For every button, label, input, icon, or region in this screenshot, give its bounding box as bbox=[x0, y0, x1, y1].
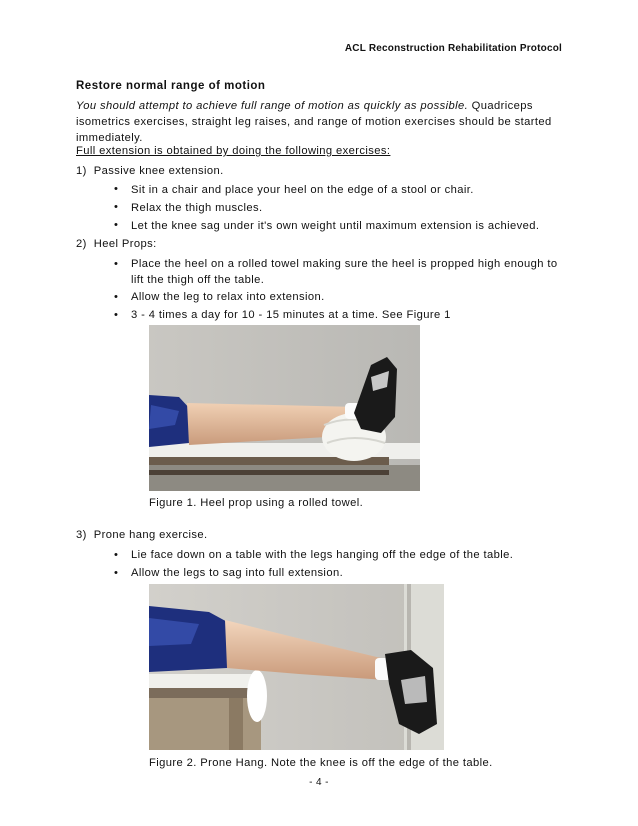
exercise-title: Heel Props: bbox=[93, 238, 157, 250]
intro-rest: Quadriceps isometrics exercises, straight leg raises, and range of motion exercises should be started immediately. bbox=[76, 100, 552, 145]
exercise-1-heading bbox=[76, 165, 224, 177]
intro-italic: You should attempt to achieve full range of motion as quickly as possible. bbox=[76, 100, 469, 112]
exercise-2-bullet-2: Allow the leg to relax into extension. bbox=[131, 291, 325, 303]
exercise-title: Prone hang exercise. bbox=[93, 529, 208, 541]
figure-2-caption: Figure 2. Prone Hang. Note the knee is off the edge of the table. bbox=[149, 757, 493, 769]
exercise-1-bullet-1: Sit in a chair and place your heel on the edge of a stool or chair. bbox=[131, 184, 474, 196]
bullet-mark: • bbox=[114, 549, 119, 561]
bullet-mark: • bbox=[114, 201, 119, 213]
bullet-mark: • bbox=[114, 258, 119, 270]
exercise-number: 2) bbox=[76, 238, 87, 250]
exercise-2-heading bbox=[76, 238, 157, 250]
bullet-mark: • bbox=[114, 309, 119, 321]
bullet-mark: • bbox=[114, 183, 119, 195]
exercise-3-bullet-1: Lie face down on a table with the legs hanging off the edge of the table. bbox=[131, 549, 514, 561]
intro-paragraph bbox=[76, 98, 566, 147]
exercise-3-heading bbox=[76, 529, 208, 541]
exercise-2-bullet-3: 3 - 4 times a day for 10 - 15 minutes at a time. See Figure 1 bbox=[131, 309, 451, 321]
bullet-mark: • bbox=[114, 567, 119, 579]
exercise-3-bullet-2: Allow the legs to sag into full extension. bbox=[131, 567, 344, 579]
exercise-2-bullet-1: Place the heel on a rolled towel making sure the heel is propped high enough to lift the thigh off the table. bbox=[131, 258, 558, 287]
exercise-1-bullet-3: Let the knee sag under it's own weight until maximum extension is achieved. bbox=[131, 220, 540, 232]
figure-1-photo bbox=[149, 325, 420, 491]
exercise-number: 3) bbox=[76, 529, 87, 541]
bullet-mark: • bbox=[114, 219, 119, 231]
exercise-title: Passive knee extension. bbox=[93, 165, 224, 177]
bullet-mark: • bbox=[114, 291, 119, 303]
exercise-1-bullet-2: Relax the thigh muscles. bbox=[131, 202, 263, 214]
page-number: - 4 - bbox=[309, 777, 329, 788]
exercise-number: 1) bbox=[76, 165, 87, 177]
section-title: Restore normal range of motion bbox=[76, 80, 266, 92]
figure-2-photo bbox=[149, 584, 444, 750]
full-extension-intro: Full extension is obtained by doing the following exercises: bbox=[76, 145, 391, 157]
running-header: ACL Reconstruction Rehabilitation Protocol bbox=[344, 43, 562, 54]
figure-1-caption: Figure 1. Heel prop using a rolled towel. bbox=[149, 497, 364, 509]
